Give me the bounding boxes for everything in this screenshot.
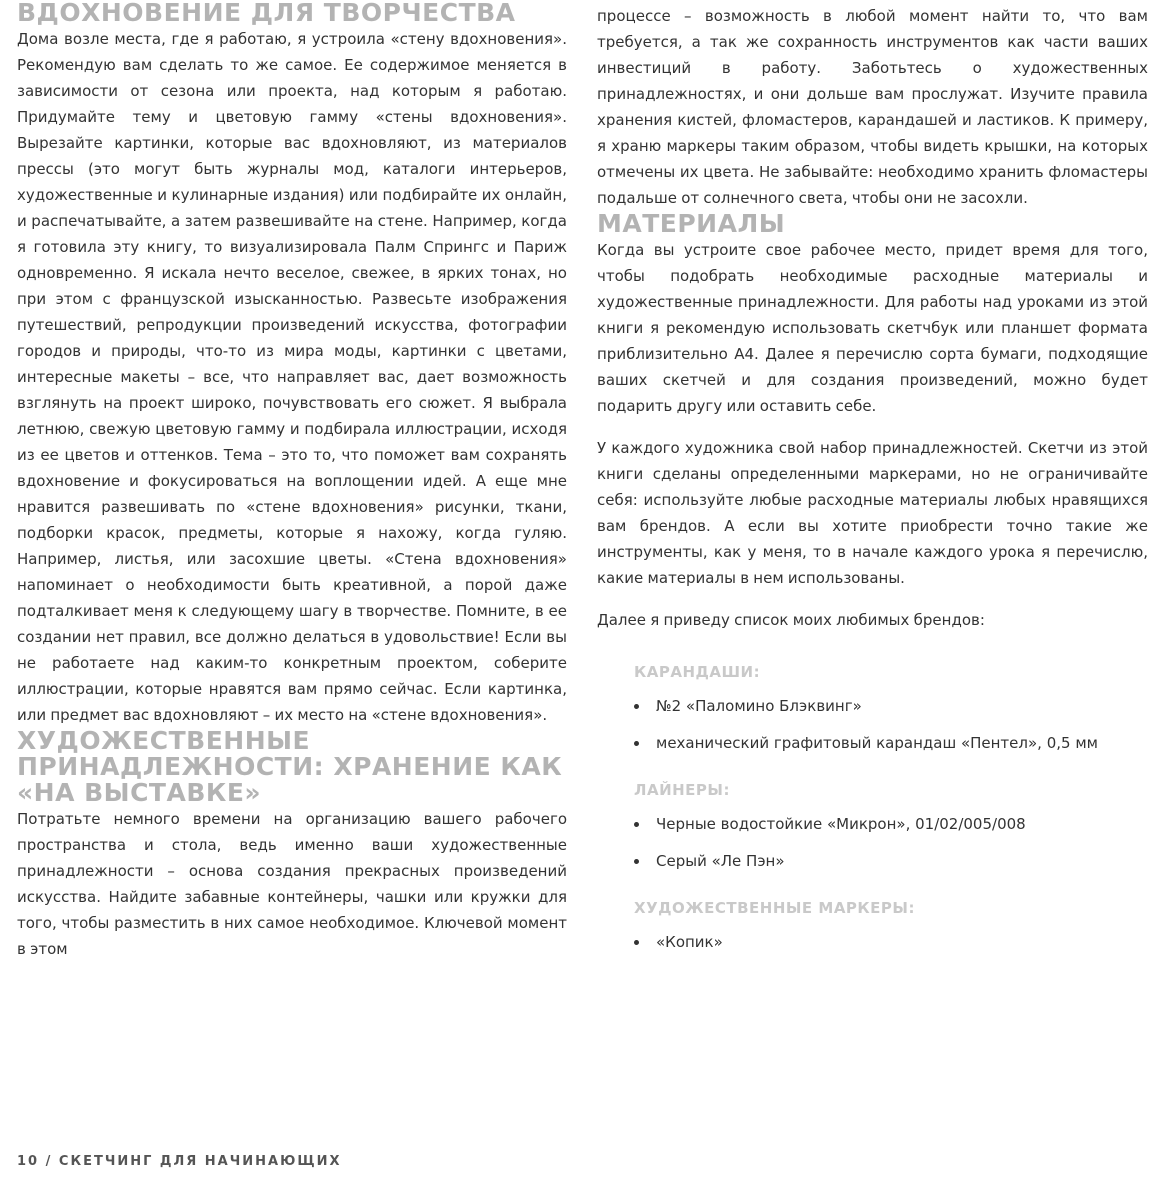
paragraph-materials-1: Когда вы устроите свое рабочее место, придет время для того, чтобы подобрать необходимые расходные материалы и художественные принадлежности. Для работы над уроками из этой книги я рекомендую использовать скетчбук или планшет формата приблизительно А4. Далее я перечислю сорта бумаги, подходящие ваших скетчей и для создания произведений, можно будет подарить другу или оставить себе. bbox=[597, 241, 1148, 415]
bullet-icon bbox=[634, 859, 639, 864]
heading-materials: МАТЕРИАЛЫ bbox=[597, 209, 786, 238]
brand-list-pencils bbox=[597, 695, 1148, 754]
list-item-text: механический графитовый карандаш «Пентел», 0,5 мм bbox=[656, 734, 1098, 752]
bullet-icon bbox=[634, 940, 639, 945]
paragraph-art-supplies: Потратьте немного времени на организацию вашего рабочего пространства и стола, ведь именно ваши художественные принадлежности – основа создания прекрасных произведений искусства. Найдите забавные контейнеры, чашки или кружки для того, чтобы разместить в них самое необходимое. Ключевой момент в этом bbox=[17, 810, 567, 958]
brand-list-markers bbox=[597, 931, 1148, 953]
brand-heading-markers: ХУДОЖЕСТВЕННЫЕ МАРКЕРЫ: bbox=[634, 899, 915, 917]
list-item-text: Черные водостойкие «Микрон», 01/02/005/008 bbox=[656, 815, 1026, 833]
list-item-text: «Копик» bbox=[656, 933, 723, 951]
paragraph-materials-3: Далее я приведу список моих любимых брендов: bbox=[597, 611, 985, 629]
bullet-icon bbox=[634, 822, 639, 827]
paragraph-materials-2: У каждого художника свой набор принадлежностей. Скетчи из этой книги сделаны определенными маркерами, но не ограничивайте себя: используйте любые расходные материалы любых нравящихся вам брендов. А если вы хотите приобрести точно такие же инструменты, как у меня, то в начале каждого урока я перечислю, какие материалы в нем использованы. bbox=[597, 439, 1148, 587]
heading-art-supplies: ХУДОЖЕСТВЕННЫЕ ПРИНАДЛЕЖНОСТИ: ХРАНЕНИЕ КАК «НА ВЫСТАВКЕ» bbox=[17, 726, 563, 807]
brand-heading-liners: ЛАЙНЕРЫ: bbox=[634, 781, 730, 799]
list-item bbox=[597, 732, 1148, 754]
page-footer bbox=[17, 1154, 341, 1169]
list-item bbox=[597, 850, 1148, 872]
paragraph-continued: процессе – возможность в любой момент найти то, что вам требуется, а так же сохранность инструментов как части ваших инвестиций в работу. Заботьтесь о художественных принадлежностях, и они дольше вам прослужат. Изучите правила хранения кистей, фломастеров, карандашей и ластиков. К примеру, я храню маркеры таким образом, чтобы видеть крышки, на которых отмечены их цвета. Не забывайте: необходимо хранить фломастеры подальше от солнечного света, чтобы они не засохли. bbox=[597, 7, 1148, 207]
list-item bbox=[597, 813, 1148, 835]
brand-heading-pencils: КАРАНДАШИ: bbox=[634, 663, 761, 681]
list-item bbox=[597, 931, 1148, 953]
left-column bbox=[17, 0, 567, 962]
paragraph-inspiration: Дома возле места, где я работаю, я устроила «стену вдохновения». Рекомендую вам сделать то же самое. Ее содержимое меняется в зависимости от сезона или проекта, над которым я работаю. Придумайте тему и цветовую гамму «стены вдохновения». Вырезайте картинки, которые вас вдохновляют, из материалов прессы (это могут быть журналы мод, каталоги интерьеров, художественные и кулинарные издания) или подбирайте их онлайн, и распечатывайте, а затем развешивайте на стене. Например, когда я готовила эту книгу, то визуализировала Палм Спрингс и Париж одновременно. Я искала нечто веселое, свежее, в ярких тонах, но при этом с французской изысканностью. Развесьте изображения путешествий, репродукции произведений искусства, фотографии городов и природы, что-то из мира моды, картинки с цветами, интересные макеты – все, что направляет вас, дает возможность взглянуть на проект широко, почувствовать его сюжет. Я выбрала летнюю, свежую цветовую гамму и подбирала иллюстрации, исходя из ее цветов и оттенков. Тема – это то, что поможет вам сохранять вдохновение и фокусироваться на воплощении идей. А еще мне нравится развешивать по «стене вдохновения» рисунки, ткани, подборки красок, предметы, которые я нахожу, когда гуляю. Например, листья, или засохшие цветы. «Стена вдохновения» напоминает о необходимости быть креативной, а порой даже подталкивает меня к следующему шагу в творчестве. Помните, в ее создании нет правил, все должно делаться в удовольствие! Если вы не работаете над каким-то конкретным проектом, соберите иллюстрации, которые нравятся вам прямо сейчас. Если картинка, или предмет вас вдохновляют – их место на «стене вдохновения». bbox=[17, 30, 567, 724]
list-item bbox=[597, 695, 1148, 717]
footer-separator: / bbox=[45, 1154, 53, 1169]
page-number: 10 bbox=[17, 1154, 40, 1169]
bullet-icon bbox=[634, 741, 639, 746]
list-item-text: Серый «Ле Пэн» bbox=[656, 852, 785, 870]
right-column bbox=[597, 0, 1148, 968]
bullet-icon bbox=[634, 704, 639, 709]
heading-inspiration: ВДОХНОВЕНИЕ ДЛЯ ТВОРЧЕСТВА bbox=[17, 0, 516, 27]
list-item-text: №2 «Паломино Блэквинг» bbox=[656, 697, 862, 715]
book-title: СКЕТЧИНГ ДЛЯ НАЧИНАЮЩИХ bbox=[58, 1154, 342, 1169]
brand-list-liners bbox=[597, 813, 1148, 872]
